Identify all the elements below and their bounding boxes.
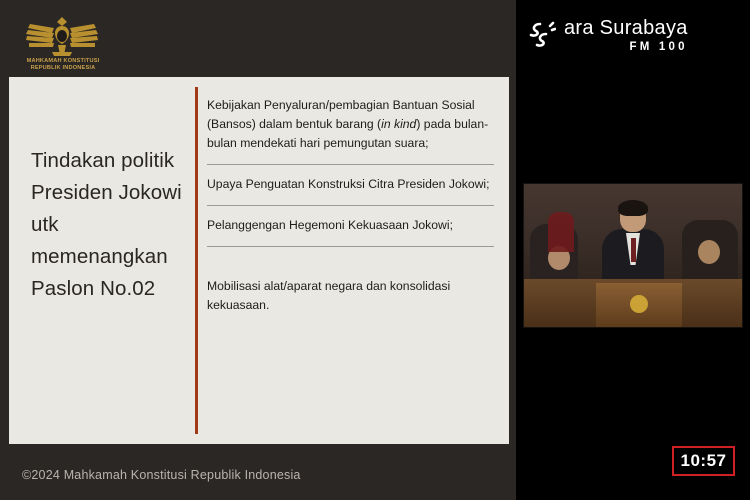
clock-display [672,446,735,476]
video-podium-emblem-icon [630,295,648,313]
brand-text [564,18,688,54]
slide-canvas [9,77,509,444]
list-item: Upaya Penguatan Konstruksi Citra Presiden Jokowi; [207,165,494,206]
list-item: Mobilisasi alat/aparat negara dan konsolidasi kekuasaan. [207,279,451,312]
slide-title: Tindakan politik Presiden Jokowi utk memenangkan Paslon No.02 [31,149,182,300]
clock-time: 10:57 [680,451,727,470]
list-item [207,89,494,165]
list-item-text-part2: ) pada bulan-bulan mendekati hari pemungutan suara; [207,117,489,150]
brand-subtitle: FM 100 [629,41,688,53]
live-video-thumbnail[interactable] [523,183,743,328]
slide-item-list [207,89,494,326]
list-item-emphasis: in kind [381,117,417,131]
brand-name: ara Surabaya [564,17,688,39]
video-robe [548,212,574,252]
emblem-caption: MAHKAMAH KONSTITUSI REPUBLIK INDONESIA [26,58,100,71]
video-speaker-tie [631,238,636,262]
garuda-emblem-icon [14,14,110,76]
list-item: Pelanggengan Hegemoni Kekuasaan Jokowi; [207,206,494,247]
list-item-text-part1: Kebijakan Penyaluran/pembagian Bantuan Sosial (Bansos) dalam bentuk barang ( [207,98,475,131]
video-person-right-head [698,240,720,264]
copyright-text: ©2024 Mahkamah Konstitusi Republik Indonesia [22,468,301,482]
suara-surabaya-logo-icon [526,20,556,52]
video-speaker [602,202,664,288]
video-speaker-hair [618,200,648,216]
station-branding [526,18,688,54]
slide-divider [195,87,198,434]
slide-spacer [207,247,494,267]
